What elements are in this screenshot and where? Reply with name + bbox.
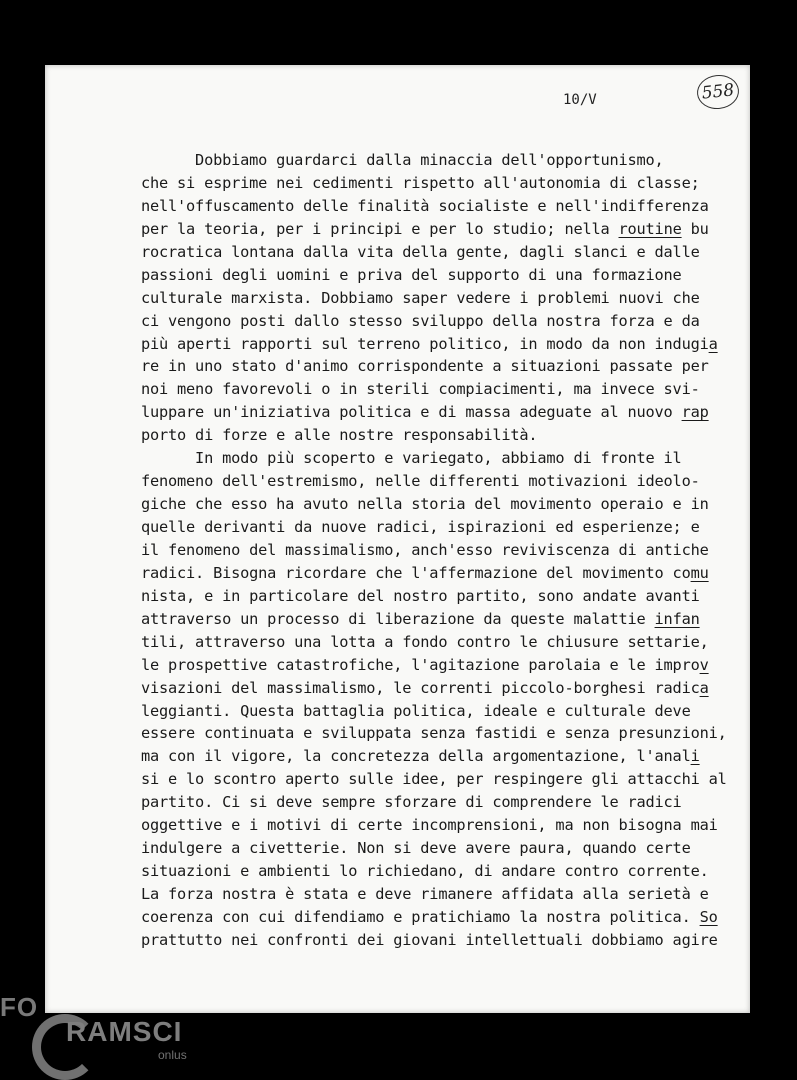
line-text: le prospettive catastrofiche, l'agitazione parolaia e le impro <box>141 655 700 674</box>
text-line <box>141 333 727 356</box>
line-text: ma con il vigore, la concretezza della argomentazione, l'anal <box>141 747 691 766</box>
line-text: che si esprime nei cedimenti rispetto all'autonomia di classe; <box>141 173 700 192</box>
line-text: culturale marxista. Dobbiamo saper vedere i problemi nuovi che <box>141 288 700 307</box>
line-text: nista, e in particolare del nostro partito, sono andate avanti <box>141 586 700 605</box>
text-line <box>141 860 727 883</box>
line-text: attraverso un processo di liberazione da queste malattie <box>141 609 655 628</box>
underlined-text: infan <box>654 609 700 628</box>
page-number: 10/V <box>563 92 597 108</box>
line-text: visazioni del massimalismo, le correnti piccolo-borghesi radic <box>141 678 700 697</box>
underlined-text: So <box>699 907 718 926</box>
text-line <box>141 700 727 723</box>
line-text: situazioni e ambienti lo richiedano, di andare contro corrente. <box>141 862 709 881</box>
watermark-suffix: onlus <box>158 1048 187 1062</box>
text-line <box>141 677 727 700</box>
text-line <box>141 241 727 264</box>
line-text: rocratica lontana dalla vita della gente, dagli slanci e dalle <box>141 242 700 261</box>
line-text: re in uno stato d'animo corrispondente a situazioni passate per <box>141 357 709 376</box>
line-text: si e lo scontro aperto sulle idee, per respingere gli attacchi al <box>141 770 727 789</box>
text-line <box>141 424 727 447</box>
text-line <box>141 631 727 654</box>
underlined-text: rap <box>681 403 709 422</box>
text-line <box>141 929 727 952</box>
text-line <box>141 447 727 470</box>
line-text: bu <box>681 219 709 238</box>
line-text: oggettive e i motivi di certe incomprensioni, ma non bisogna mai <box>141 816 718 835</box>
text-line <box>141 539 727 562</box>
text-line <box>141 470 727 493</box>
underlined-text: mu <box>690 563 709 582</box>
line-text: coerenza con cui difendiamo e pratichiamo la nostra politica. <box>141 907 700 926</box>
document-page <box>45 65 750 1013</box>
text-line <box>141 768 727 791</box>
stamp-number: 558 <box>700 80 736 104</box>
line-text: giche che esso ha avuto nella storia del movimento operaio e in <box>141 495 709 514</box>
line-text: radici. Bisogna ricordare che l'affermazione del movimento co <box>141 563 691 582</box>
underlined-text: a <box>708 334 718 353</box>
text-line <box>141 516 727 539</box>
text-line <box>141 378 727 401</box>
text-line <box>141 654 727 677</box>
line-text: Dobbiamo guardarci dalla minaccia dell'opportunismo, <box>141 151 664 169</box>
text-line <box>141 585 727 608</box>
text-line <box>141 837 727 860</box>
text-line <box>141 791 727 814</box>
line-text: porto di forze e alle nostre responsabilità. <box>141 426 538 445</box>
text-line <box>141 310 727 333</box>
text-line <box>141 355 727 378</box>
text-line <box>141 883 727 906</box>
line-text: ci vengono posti dallo stesso sviluppo della nostra forza e da <box>141 311 700 330</box>
line-text: La forza nostra è stata e deve rimanere affidata alla serietà e <box>141 885 709 903</box>
watermark-name: RAMSCI <box>66 1016 183 1047</box>
line-text: più aperti rapporti sul terreno politico, in modo da non indugi <box>141 334 709 353</box>
line-text: per la teoria, per i principi e per lo studio; nella <box>141 219 619 238</box>
line-text: tili, attraverso una lotta a fondo contro le chiusure settarie, <box>141 632 709 651</box>
text-line <box>141 745 727 768</box>
line-text: essere continuata e sviluppata senza fastidi e senza presunzioni, <box>141 724 727 743</box>
line-text: il fenomeno del massimalismo, anch'esso reviviscenza di antiche <box>141 540 709 559</box>
text-line <box>141 218 727 241</box>
foundation-watermark <box>0 992 200 1080</box>
text-line <box>141 149 727 172</box>
line-text: prattutto nei confronti dei giovani intellettuali dobbiamo agire <box>141 930 718 949</box>
line-text: luppare un'iniziativa politica e di massa adeguate al nuovo <box>141 403 682 422</box>
underlined-text: i <box>690 747 700 766</box>
text-line <box>141 493 727 516</box>
text-line <box>141 906 727 929</box>
text-line <box>141 814 727 837</box>
text-line <box>141 608 727 631</box>
line-text: partito. Ci si deve sempre sforzare di comprendere le radici <box>141 793 682 812</box>
typewritten-text <box>141 149 727 952</box>
underlined-text: v <box>699 655 709 674</box>
text-line <box>141 562 727 585</box>
watermark-prefix: FO <box>0 992 39 1022</box>
line-text: quelle derivanti da nuove radici, ispirazioni ed esperienze; e <box>141 518 700 536</box>
text-line <box>141 401 727 424</box>
line-text: fenomeno dell'estremismo, nelle differenti motivazioni ideolo- <box>141 472 700 491</box>
text-line <box>141 264 727 287</box>
line-text: leggianti. Questa battaglia politica, ideale e culturale deve <box>141 701 691 720</box>
underlined-text: a <box>699 678 709 697</box>
line-text: indulgere a civetterie. Non si deve avere paura, quando certe <box>141 839 691 858</box>
line-text: nell'offuscamento delle finalità socialiste e nell'indifferenza <box>141 196 709 215</box>
archive-stamp <box>695 73 740 111</box>
text-line <box>141 195 727 218</box>
line-text: In modo più scoperto e variegato, abbiamo di fronte il <box>141 449 682 468</box>
line-text: noi meno favorevoli o in sterili compiacimenti, ma invece svi- <box>141 380 700 399</box>
line-text: passioni degli uomini e priva del supporto di una formazione <box>141 265 682 284</box>
underlined-text: routine <box>618 219 682 238</box>
text-line <box>141 172 727 195</box>
text-line <box>141 722 727 745</box>
text-line <box>141 287 727 310</box>
